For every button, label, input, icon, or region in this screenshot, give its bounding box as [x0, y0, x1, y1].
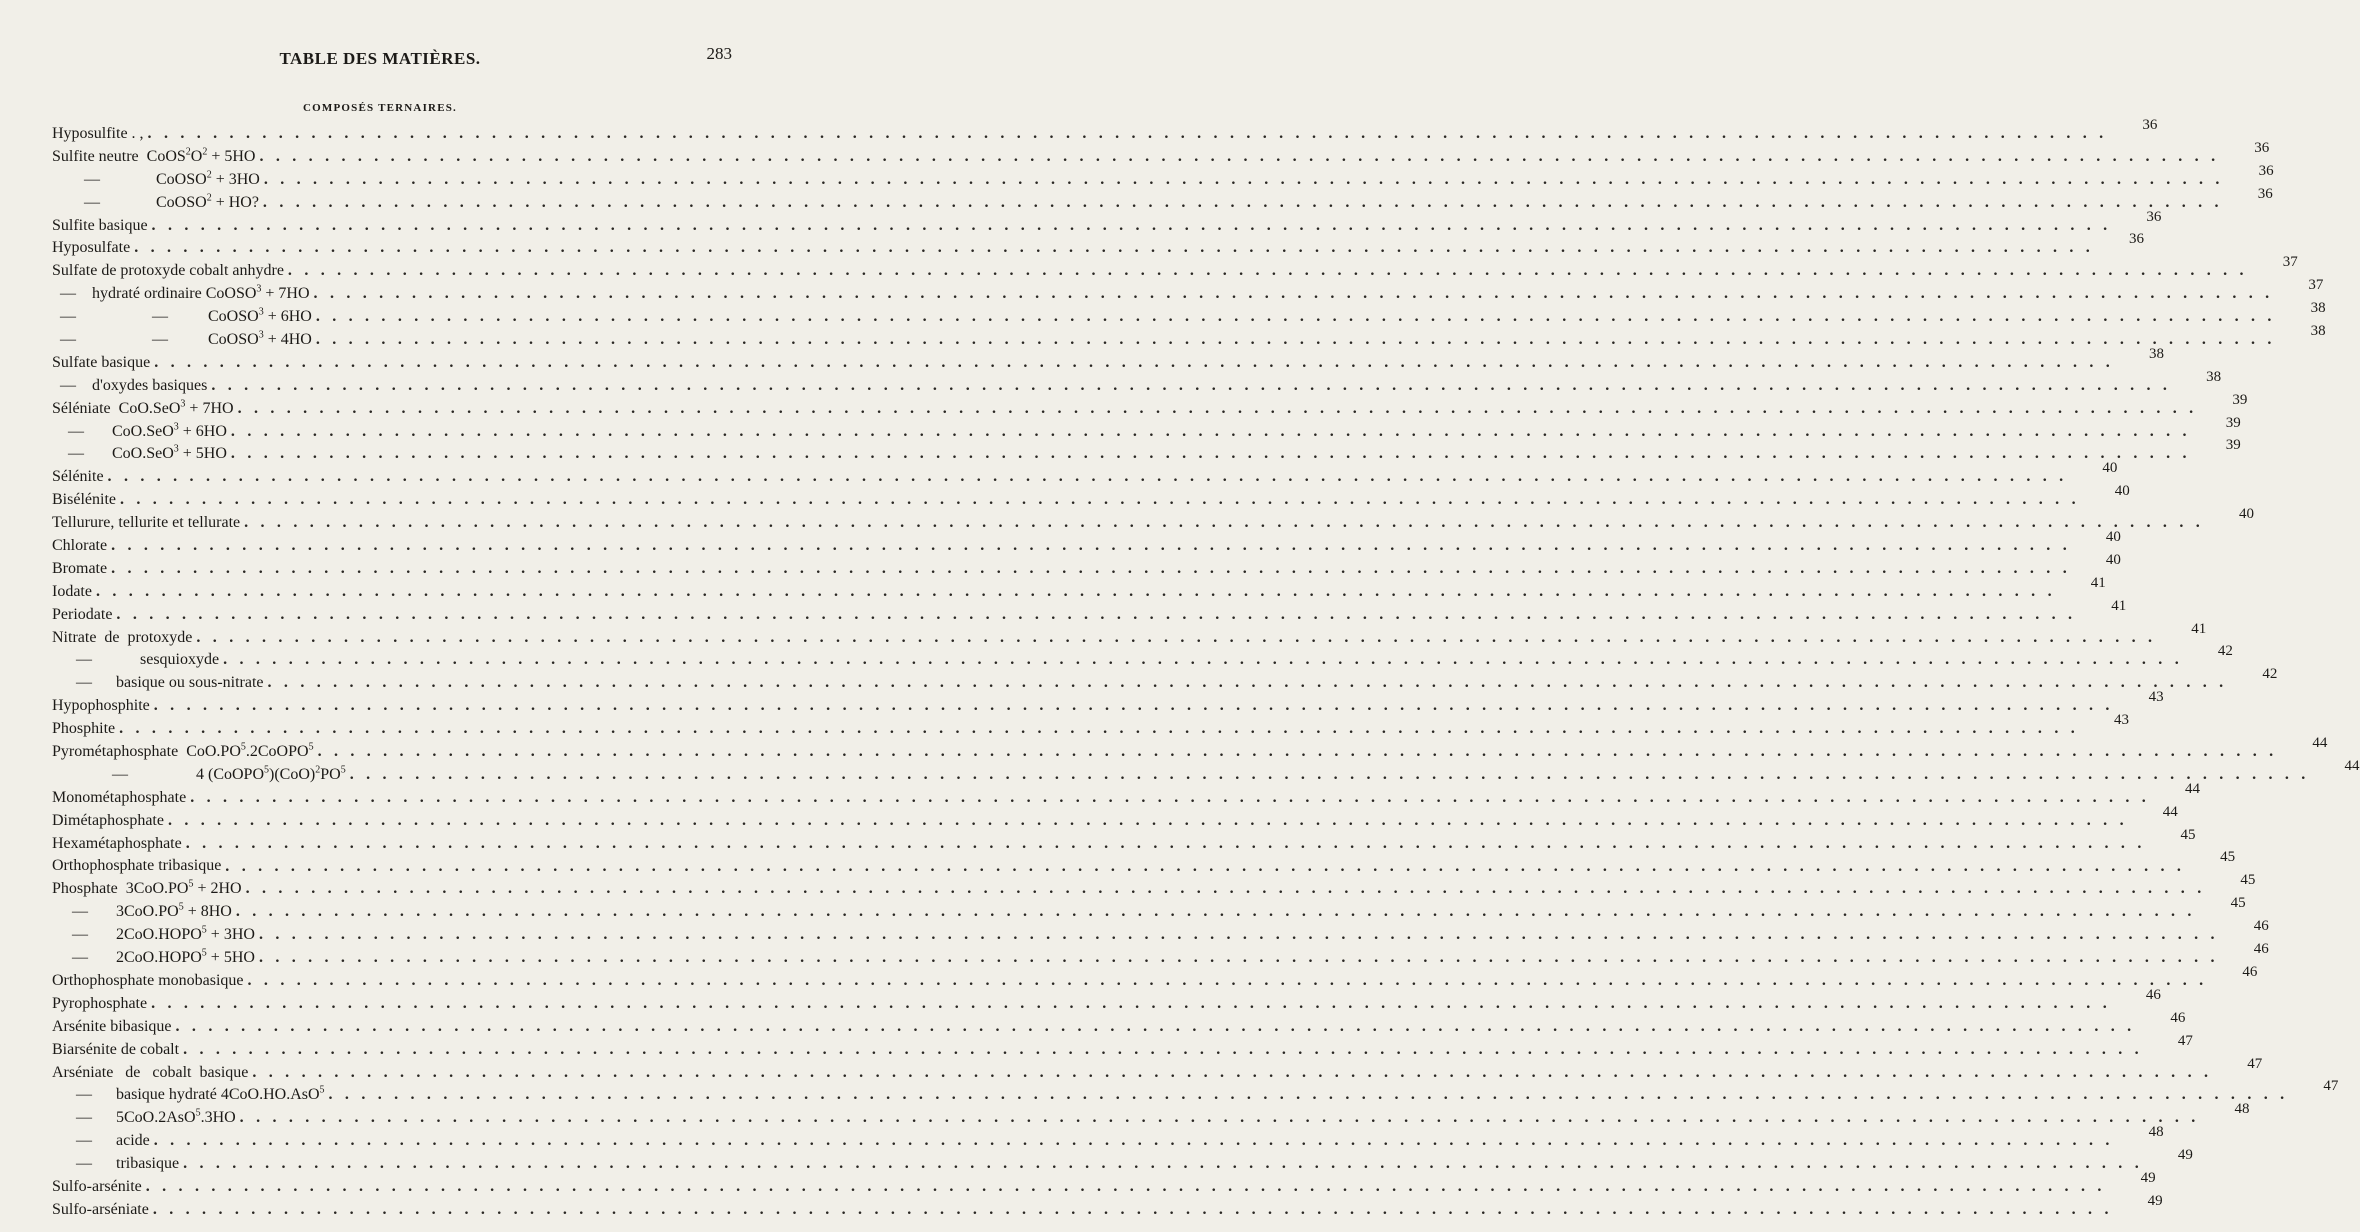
toc-entry-label: Arséniate de cobalt basique — [52, 1063, 249, 1081]
dot-leader: . . . . . . . . . . . . . . . . . . . . . . . . . . . . . . . . . . . . . . . . . . . . . . . . . . . . . . . . . . . . . . . . . . . . . . . . . . . . . . . . . . . . . . . . . . . . . . . . . . . . . . . . . . . . . . . . . . . . . . . . — [183, 1040, 2143, 1058]
toc-entry-label: Iodate — [52, 582, 92, 600]
toc-entry-page: 42 — [2262, 666, 2278, 683]
toc-entry — [52, 1192, 2163, 1222]
toc-entry-label: — $2CoO.HOPO^5 + 5HO$ — [52, 947, 255, 967]
toc-entry-page: 48 — [2234, 1101, 2250, 1118]
toc-entry-label: — hydraté ordinaire CoOSO$^3$ + 7HO — [52, 283, 310, 303]
toc-entry — [52, 643, 2233, 672]
toc-entry-page: 48 — [2148, 1124, 2164, 1141]
toc-entry-page: 45 — [2180, 826, 2196, 843]
toc-entry — [52, 941, 2269, 970]
toc-entry — [52, 139, 2270, 169]
dot-leader: . . . . . . . . . . . . . . . . . . . . . . . . . . . . . . . . . . . . . . . . . . . . . . . . . . . . . . . . . . . . . . . . . . . . . . . . . . . . . . . . . . . . . . . . . . . . . . . . . . . . . . . . . . . . . . . . . . . . . . . . — [185, 834, 2146, 852]
toc-entry — [52, 895, 2246, 924]
toc-entry — [52, 551, 2121, 581]
toc-entry-page: 40 — [2105, 529, 2121, 546]
toc-entry-label: Nitrate de protoxyde — [52, 628, 193, 646]
toc-entry — [52, 231, 2145, 260]
toc-entry — [52, 277, 2324, 306]
dot-leader: . . . . . . . . . . . . . . . . . . . . . . . . . . . . . . . . . . . . . . . . . . . . . . . . . . . . . . . . . . . . . . . . . . . . . . . . . . . . . . . . . . . . . . . . . . . . . . . . . . . . . . . . . . . . . . . . . . . . . . . . — [244, 514, 2204, 532]
toc-entry — [52, 1055, 2263, 1085]
toc-entry-page: 42 — [2217, 643, 2233, 660]
toc-entry — [52, 1147, 2193, 1176]
toc-entry-page: 46 — [2145, 986, 2161, 1003]
toc-entry-label: — CoOSO$^2$ + 3HO — [52, 169, 260, 188]
toc-entry-label: Sélénite — [52, 468, 104, 486]
dot-leader: . . . . . . . . . . . . . . . . . . . . . . . . . . . . . . . . . . . . . . . . . . . . . . . . . . . . . . . . . . . . . . . . . . . . . . . . . . . . . . . . . . . . . . . . . . . . . . . . . . . . . . . . . . . . . . . . . . . . . . . . — [151, 216, 2112, 234]
toc-entry — [52, 757, 2360, 787]
dot-leader: . . . . . . . . . . . . . . . . . . . . . . . . . . . . . . . . . . . . . . . . . . . . . . . . . . . . . . . . . . . . . . . . . . . . . . . . . . . . . . . . . . . . . . . . . . . . . . . . . . . . . . . . . . . . . . . . . . . . . . . . — [153, 697, 2114, 715]
toc-entry-page: 49 — [2140, 1169, 2156, 1186]
toc-entry-page: 47 — [2247, 1055, 2263, 1072]
toc-entry-label: Bisélénite — [52, 491, 116, 509]
toc-entry — [52, 1169, 2156, 1199]
toc-entry-label: — $3CoO.PO^5 + 8HO$ — [52, 901, 232, 921]
toc-entry-label: — — CoOSO$^3$ + 6HO — [52, 306, 312, 326]
toc-entry-label: Pyrométaphosphate $CoO.PO^5.2CoOPO^5$ — [52, 741, 314, 761]
toc-entry-page: 40 — [2238, 506, 2254, 523]
toc-entry-label: — basique ou sous-nitrate — [52, 674, 264, 692]
toc-entry — [52, 437, 2241, 466]
dot-leader: . . . . . . . . . . . . . . . . . . . . . . . . . . . . . . . . . . . . . . . . . . . . . . . . . . . . . . . . . . . . . . . . . . . . . . . . . . . . . . . . . . . . . . . . . . . . . . . . . . . . . . . . . . . . . . . . . . . . . . . . — [263, 170, 2224, 188]
toc-entry-page: 40 — [2105, 551, 2121, 568]
toc-entry-label: Orthophosphate tribasique — [52, 857, 222, 875]
toc-entry-label: Sulfo-arsénite — [52, 1177, 142, 1195]
toc-entry — [52, 986, 2161, 1016]
dot-leader: . . . . . . . . . . . . . . . . . . . . . . . . . . . . . . . . . . . . . . . . . . . . . . . . . . . . . . . . . . . . . . . . . . . . . . . . . . . . . . . . . . . . . . . . . . . . . . . . . . . . . . . . . . . . . . . . . . . . . . . . — [287, 262, 2248, 280]
toc-entry-label: Phosphite — [52, 720, 116, 738]
toc-entry-page: 46 — [2253, 941, 2269, 958]
toc-entry-label: — — CoOSO$^3$ + 4HO — [52, 329, 312, 348]
toc-entry — [52, 345, 2165, 375]
toc-entry-label: Hyposulfite . , — [52, 124, 144, 142]
dot-leader: . . . . . . . . . . . . . . . . . . . . . . . . . . . . . . . . . . . . . . . . . . . . . . . . . . . . . . . . . . . . . . . . . . . . . . . . . . . . . . . . . . . . . . . . . . . . . . . . . . . . . . . . . . . . . . . . . . . . . . . . — [119, 720, 2079, 738]
dot-leader: . . . . . . . . . . . . . . . . . . . . . . . . . . . . . . . . . . . . . . . . . . . . . . . . . . . . . . . . . . . . . . . . . . . . . . . . . . . . . . . . . . . . . . . . . . . . . . . . . . . . . . . . . . . . . . . . . . . . . . . . — [349, 765, 2310, 783]
toc-entry-page: 38 — [2149, 345, 2165, 362]
dot-leader: . . . . . . . . . . . . . . . . . . . . . . . . . . . . . . . . . . . . . . . . . . . . . . . . . . . . . . . . . . . . . . . . . . . . . . . . . . . . . . . . . . . . . . . . . . . . . . . . . . . . . . . . . . . . . . . . . . . . . . . . — [145, 1177, 2106, 1195]
toc-entry-label: — CoO.SeO$^3$ + 5HO — [52, 444, 227, 463]
toc-entry — [52, 529, 2121, 558]
dot-leader: . . . . . . . . . . . . . . . . . . . . . . . . . . . . . . . . . . . . . . . . . . . . . . . . . . . . . . . . . . . . . . . . . . . . . . . . . . . . . . . . . . . . . . . . . . . . . . . . . . . . . . . . . . . . . . . . . . . . . . . . — [147, 125, 2108, 142]
dot-leader: . . . . . . . . . . . . . . . . . . . . . . . . . . . . . . . . . . . . . . . . . . . . . . . . . . . . . . . . . . . . . . . . . . . . . . . . . . . . . . . . . . . . . . . . . . . . . . . . . . . . . . . . . . . . . . . . . . . . . . . . — [175, 1017, 2136, 1035]
toc-entry — [52, 483, 2130, 512]
toc-entry — [52, 963, 2258, 993]
toc-entry-label: Hexamétaphosphate — [52, 834, 182, 852]
toc-entry — [52, 735, 2328, 764]
toc-entry — [52, 208, 2162, 238]
toc-entry-label: Sulfite neutre $CoOS^2O^2 + 5HO$ — [52, 146, 256, 165]
dot-leader: . . . . . . . . . . . . . . . . . . . . . . . . . . . . . . . . . . . . . . . . . . . . . . . . . . . . . . . . . . . . . . . . . . . . . . . . . . . . . . . . . . . . . . . . . . . . . . . . . . . . . . . . . . . . . . . . . . . . . . . . — [245, 880, 2206, 898]
toc-entry-label: — CoO.SeO$^3$ + 6HO — [52, 421, 227, 440]
toc-entry — [52, 803, 2178, 833]
toc-entry — [52, 826, 2196, 856]
toc-entry — [52, 185, 2273, 215]
toc-entry-page: 41 — [2191, 620, 2207, 637]
toc-entry-page: 47 — [2177, 1032, 2193, 1049]
dot-leader: . . . . . . . . . . . . . . . . . . . . . . . . . . . . . . . . . . . . . . . . . . . . . . . . . . . . . . . . . . . . . . . . . . . . . . . . . . . . . . . . . . . . . . . . . . . . . . . . . . . . . . . . . . . . . . . . . . . . . . . . — [230, 422, 2191, 440]
dot-leader: . . . . . . . . . . . . . . . . . . . . . . . . . . . . . . . . . . . . . . . . . . . . . . . . . . . . . . . . . . . . . . . . . . . . . . . . . . . . . . . . . . . . . . . . . . . . . . . . . . . . . . . . . . . . . . . . . . . . . . . . — [258, 926, 2219, 944]
toc-entry-label: Sulfo-arséniate — [52, 1200, 149, 1218]
toc-entry-label: — 4 $(CoOPO^5)(CoO)^2PO^5$ — [52, 764, 346, 783]
toc-entry-label: Sulfate basique — [52, 353, 151, 371]
dot-leader: . . . . . . . . . . . . . . . . . . . . . . . . . . . . . . . . . . . . . . . . . . . . . . . . . . . . . . . . . . . . . . . . . . . . . . . . . . . . . . . . . . . . . . . . . . . . . . . . . . . . . . . . . . . . . . . . . . . . . . . . — [111, 537, 2071, 555]
toc-entry-label: — CoOSO$^2$ + HO? — [52, 192, 259, 211]
toc-entry-page: 43 — [2113, 712, 2129, 729]
dot-leader: . . . . . . . . . . . . . . . . . . . . . . . . . . . . . . . . . . . . . . . . . . . . . . . . . . . . . . . . . . . . . . . . . . . . . . . . . . . . . . . . . . . . . . . . . . . . . . . . . . . . . . . . . . . . . . . . . . . . . . . . — [235, 903, 2196, 921]
toc-entry — [52, 849, 2236, 879]
toc-entry — [52, 460, 2118, 489]
dot-leader: . . . . . . . . . . . . . . . . . . . . . . . . . . . . . . . . . . . . . . . . . . . . . . . . . . . . . . . . . . . . . . . . . . . . . . . . . . . . . . . . . . . . . . . . . . . . . . . . . . . . . . . . . . . . . . . . . . . . . . . . — [196, 628, 2157, 646]
toc-entry — [52, 414, 2241, 444]
toc-entry-label: Phosphate $3CoO.PO^5 + 2HO$ — [52, 879, 242, 898]
toc-entry-page: 37 — [2282, 254, 2298, 271]
toc-entry-page: 39 — [2225, 414, 2241, 431]
toc-entry-label: — $2CoO.HOPO^5 + 3HO$ — [52, 924, 255, 944]
page-number: 283 — [706, 44, 732, 63]
toc-entry-page: 45 — [2230, 895, 2246, 912]
toc-entry-page: 47 — [2323, 1078, 2339, 1095]
toc-entry-label: — 5CoO.2AsO$^5$.3HO — [52, 1107, 236, 1127]
toc-entry-label: Monométaphosphate — [52, 788, 187, 806]
dot-leader: . . . . . . . . . . . . . . . . . . . . . . . . . . . . . . . . . . . . . . . . . . . . . . . . . . . . . . . . . . . . . . . . . . . . . . . . . . . . . . . . . . . . . . . . . . . . . . . . . . . . . . . . . . . . . . . . . . . . . . . . — [223, 651, 2183, 669]
toc-entry-label: Periodate — [52, 605, 113, 623]
toc-entry — [52, 391, 2248, 421]
toc-entry-page: 36 — [2142, 116, 2158, 133]
dot-leader: . . . . . . . . . . . . . . . . . . . . . . . . . . . . . . . . . . . . . . . . . . . . . . . . . . . . . . . . . . . . . . . . . . . . . . . . . . . . . . . . . . . . . . . . . . . . . . . . . . . . . . . . . . . . . . . . . . . . . . . . — [259, 147, 2220, 165]
toc-entry-page: 43 — [2148, 689, 2164, 706]
toc-entry-page: 45 — [2240, 872, 2256, 889]
dot-leader: . . . . . . . . . . . . . . . . . . . . . . . . . . . . . . . . . . . . . . . . . . . . . . . . . . . . . . . . . . . . . . . . . . . . . . . . . . . . . . . . . . . . . . . . . . . . . . . . . . . . . . . . . . . . . . . . . . . . . . . . — [153, 1132, 2114, 1150]
toc-entry — [52, 1124, 2164, 1153]
dot-leader: . . . . . . . . . . . . . . . . . . . . . . . . . . . . . . . . . . . . . . . . . . . . . . . . . . . . . . . . . . . . . . . . . . . . . . . . . . . . . . . . . . . . . . . . . . . . . . . . . . . . . . . . . . . . . . . . . . . . . . . . — [315, 308, 2276, 326]
toc-entry-label: Hypophosphite — [52, 697, 150, 715]
dot-leader: . . . . . . . . . . . . . . . . . . . . . . . . . . . . . . . . . . . . . . . . . . . . . . . . . . . . . . . . . . . . . . . . . . . . . . . . . . . . . . . . . . . . . . . . . . . . . . . . . . . . . . . . . . . . . . . . . . . . . . . . — [95, 582, 2056, 600]
toc-entry-page: 39 — [2225, 437, 2241, 454]
toc-entry-page: 40 — [2114, 483, 2130, 500]
toc-entry-page: 44 — [2312, 735, 2328, 752]
dot-leader: . . . . . . . . . . . . . . . . . . . . . . . . . . . . . . . . . . . . . . . . . . . . . . . . . . . . . . . . . . . . . . . . . . . . . . . . . . . . . . . . . . . . . . . . . . . . . . . . . . . . . . . . . . . . . . . . . . . . . . . . — [315, 331, 2276, 349]
toc-entry — [52, 574, 2106, 604]
toc-entry-page: 38 — [2310, 323, 2326, 339]
toc-entry-label: Hyposulfate — [52, 239, 131, 257]
toc-entry-page: 46 — [2253, 918, 2269, 935]
toc-entry-page: 41 — [2090, 574, 2106, 591]
dot-leader: . . . . . . . . . . . . . . . . . . . . . . . . . . . . . . . . . . . . . . . . . . . . . . . . . . . . . . . . . . . . . . . . . . . . . . . . . . . . . . . . . . . . . . . . . . . . . . . . . . . . . . . . . . . . . . . . . . . . . . . . — [152, 1200, 2113, 1218]
toc-entry-label: Sulfite basique — [52, 216, 148, 234]
toc-entry — [52, 872, 2256, 901]
toc-entry — [52, 116, 2158, 146]
dot-leader: . . . . . . . . . . . . . . . . . . . . . . . . . . . . . . . . . . . . . . . . . . . . . . . . . . . . . . . . . . . . . . . . . . . . . . . . . . . . . . . . . . . . . . . . . . . . . . . . . . . . . . . . . . . . . . . . . . . . . . . . — [190, 788, 2151, 806]
toc-entry-label: — basique hydraté 4CoO.HO.AsO$^5$ — [52, 1085, 325, 1104]
toc-entry — [52, 254, 2298, 283]
toc-entry — [52, 620, 2207, 650]
toc-entry-page: 46 — [2242, 963, 2258, 980]
toc-entry-page: 45 — [2220, 849, 2236, 866]
toc-entry-page: 39 — [2232, 391, 2248, 408]
toc-entry-label: Sulfate de protoxyde cobalt anhydre — [52, 262, 284, 280]
toc-entry-label: Dimétaphosphate — [52, 811, 164, 829]
toc-entry — [52, 666, 2278, 695]
toc-entry — [52, 506, 2254, 535]
toc-entry-page: 44 — [2162, 803, 2178, 820]
toc-entry-page: 36 — [2254, 139, 2270, 156]
dot-leader: . . . . . . . . . . . . . . . . . . . . . . . . . . . . . . . . . . . . . . . . . . . . . . . . . . . . . . . . . . . . . . . . . . . . . . . . . . . . . . . . . . . . . . . . . . . . . . . . . . . . . . . . . . . . . . . . . . . . . . . . — [230, 445, 2191, 463]
dot-leader: . . . . . . . . . . . . . . . . . . . . . . . . . . . . . . . . . . . . . . . . . . . . . . . . . . . . . . . . . . . . . . . . . . . . . . . . . . . . . . . . . . . . . . . . . . . . . . . . . . . . . . . . . . . . . . . . . . . . . . . . — [211, 376, 2172, 394]
toc-entry-page: 36 — [2257, 185, 2273, 202]
dot-leader: . . . . . . . . . . . . . . . . . . . . . . . . . . . . . . . . . . . . . . . . . . . . . . . . . . . . . . . . . . . . . . . . . . . . . . . . . . . . . . . . . . . . . . . . . . . . . . . . . . . . . . . . . . . . . . . . . . . . . . . . — [252, 1063, 2213, 1081]
dot-leader: . . . . . . . . . . . . . . . . . . . . . . . . . . . . . . . . . . . . . . . . . . . . . . . . . . . . . . . . . . . . . . . . . . . . . . . . . . . . . . . . . . . . . . . . . . . . . . . . . . . . . . . . . . . . . . . . . . . . . . . . — [225, 857, 2186, 875]
toc-entry-label: Arsénite bibasique — [52, 1017, 172, 1035]
dot-leader: . . . . . . . . . . . . . . . . . . . . . . . . . . . . . . . . . . . . . . . . . . . . . . . . . . . . . . . . . . . . . . . . . . . . . . . . . . . . . . . . . . . . . . . . . . . . . . . . . . . . . . . . . . . . . . . . . . . . . . . . — [247, 971, 2208, 989]
toc-entry — [52, 1032, 2193, 1062]
table-of-contents — [52, 116, 2360, 1222]
toc-entry-page: 37 — [2308, 277, 2324, 294]
dot-leader: . . . . . . . . . . . . . . . . . . . . . . . . . . . . . . . . . . . . . . . . . . . . . . . . . . . . . . . . . . . . . . . . . . . . . . . . . . . . . . . . . . . . . . . . . . . . . . . . . . . . . . . . . . . . . . . . . . . . . . . . — [313, 285, 2274, 303]
toc-entry-label: Chlorate — [52, 537, 108, 555]
toc-entry-page: 38 — [2310, 300, 2326, 317]
toc-entry-page: 36 — [2146, 208, 2162, 225]
toc-entry — [52, 1101, 2250, 1130]
toc-entry-page: 44 — [2185, 780, 2201, 797]
toc-entry-page: 46 — [2170, 1009, 2186, 1026]
toc-entry-page: 41 — [2111, 597, 2127, 614]
section-title: COMPOSÉS TERNAIRES. — [302, 102, 458, 114]
dot-leader: . . . . . . . . . . . . . . . . . . . . . . . . . . . . . . . . . . . . . . . . . . . . . . . . . . . . . . . . . . . . . . . . . . . . . . . . . . . . . . . . . . . . . . . . . . . . . . . . . . . . . . . . . . . . . . . . . . . . . . . . — [183, 1155, 2143, 1173]
toc-entry — [52, 368, 2222, 398]
dot-leader: . . . . . . . . . . . . . . . . . . . . . . . . . . . . . . . . . . . . . . . . . . . . . . . . . . . . . . . . . . . . . . . . . . . . . . . . . . . . . . . . . . . . . . . . . . . . . . . . . . . . . . . . . . . . . . . . . . . . . . . . — [119, 491, 2080, 509]
dot-leader: . . . . . . . . . . . . . . . . . . . . . . . . . . . . . . . . . . . . . . . . . . . . . . . . . . . . . . . . . . . . . . . . . . . . . . . . . . . . . . . . . . . . . . . . . . . . . . . . . . . . . . . . . . . . . . . . . . . . . . . . — [317, 743, 2278, 761]
toc-entry-label: Tellurure, tellurite et tellurate — [52, 514, 241, 532]
toc-entry-label: — tribasique — [52, 1155, 180, 1173]
toc-entry-label: Biarsénite de cobalt — [52, 1040, 180, 1058]
dot-leader: . . . . . . . . . . . . . . . . . . . . . . . . . . . . . . . . . . . . . . . . . . . . . . . . . . . . . . . . . . . . . . . . . . . . . . . . . . . . . . . . . . . . . . . . . . . . . . . . . . . . . . . . . . . . . . . . . . . . . . . . — [107, 468, 2068, 486]
toc-entry — [52, 300, 2326, 329]
toc-entry — [52, 918, 2269, 947]
toc-entry — [52, 597, 2127, 627]
toc-entry-label: — d'oxydes basiques — [52, 376, 208, 394]
dot-leader: . . . . . . . . . . . . . . . . . . . . . . . . . . . . . . . . . . . . . . . . . . . . . . . . . . . . . . . . . . . . . . . . . . . . . . . . . . . . . . . . . . . . . . . . . . . . . . . . . . . . . . . . . . . . . . . . . . . . . . . . — [116, 605, 2077, 623]
dot-leader: . . . . . . . . . . . . . . . . . . . . . . . . . . . . . . . . . . . . . . . . . . . . . . . . . . . . . . . . . . . . . . . . . . . . . . . . . . . . . . . . . . . . . . . . . . . . . . . . . . . . . . . . . . . . . . . . . . . . . . . . — [154, 353, 2115, 371]
toc-entry — [52, 712, 2129, 741]
toc-entry — [52, 323, 2326, 352]
dot-leader: . . . . . . . . . . . . . . . . . . . . . . . . . . . . . . . . . . . . . . . . . . . . . . . . . . . . . . . . . . . . . . . . . . . . . . . . . . . . . . . . . . . . . . . . . . . . . . . . . . . . . . . . . . . . . . . . . . . . . . . . — [151, 994, 2111, 1012]
toc-entry-label: Bromate — [52, 559, 108, 577]
dot-leader: . . . . . . . . . . . . . . . . . . . . . . . . . . . . . . . . . . . . . . . . . . . . . . . . . . . . . . . . . . . . . . . . . . . . . . . . . . . . . . . . . . . . . . . . . . . . . . . . . . . . . . . . . . . . . . . . . . . . . . . . — [167, 811, 2128, 829]
toc-entry-page: 36 — [2129, 231, 2145, 248]
toc-entry-label: — acide — [52, 1132, 150, 1150]
dot-leader: . . . . . . . . . . . . . . . . . . . . . . . . . . . . . . . . . . . . . . . . . . . . . . . . . . . . . . . . . . . . . . . . . . . . . . . . . . . . . . . . . . . . . . . . . . . . . . . . . . . . . . . . . . . . . . . . . . . . . . . . — [262, 193, 2223, 211]
toc-entry — [52, 1078, 2339, 1107]
toc-entry-page: 38 — [2206, 368, 2222, 385]
toc-entry — [52, 1009, 2186, 1039]
toc-entry-label: Séléniate CoO.SeO$^3$ + 7HO — [52, 398, 234, 417]
toc-entry-page: 44 — [2344, 757, 2360, 774]
toc-entry-page: 49 — [2177, 1147, 2193, 1164]
toc-entry-label: Pyrophosphate — [52, 994, 148, 1012]
dot-leader: . . . . . . . . . . . . . . . . . . . . . . . . . . . . . . . . . . . . . . . . . . . . . . . . . . . . . . . . . . . . . . . . . . . . . . . . . . . . . . . . . . . . . . . . . . . . . . . . . . . . . . . . . . . . . . . . . . . . . . . . — [258, 949, 2219, 967]
dot-leader: . . . . . . . . . . . . . . . . . . . . . . . . . . . . . . . . . . . . . . . . . . . . . . . . . . . . . . . . . . . . . . . . . . . . . . . . . . . . . . . . . . . . . . . . . . . . . . . . . . . . . . . . . . . . . . . . . . . . . . . . — [134, 239, 2095, 257]
toc-entry-label: Orthophosphate monobasique — [52, 971, 244, 989]
toc-entry-page: 40 — [2102, 460, 2118, 477]
toc-entry-page: 49 — [2147, 1192, 2163, 1209]
toc-entry — [52, 162, 2274, 192]
running-header-title: TABLE DES MATIÈRES. — [279, 49, 481, 68]
dot-leader: . . . . . . . . . . . . . . . . . . . . . . . . . . . . . . . . . . . . . . . . . . . . . . . . . . . . . . . . . . . . . . . . . . . . . . . . . . . . . . . . . . . . . . . . . . . . . . . . . . . . . . . . . . . . . . . . . . . . . . . . — [328, 1086, 2289, 1104]
toc-entry-page: 36 — [2258, 162, 2274, 179]
toc-entry — [52, 780, 2201, 810]
toc-entry — [52, 689, 2164, 718]
dot-leader: . . . . . . . . . . . . . . . . . . . . . . . . . . . . . . . . . . . . . . . . . . . . . . . . . . . . . . . . . . . . . . . . . . . . . . . . . . . . . . . . . . . . . . . . . . . . . . . . . . . . . . . . . . . . . . . . . . . . . . . . — [267, 674, 2228, 692]
dot-leader: . . . . . . . . . . . . . . . . . . . . . . . . . . . . . . . . . . . . . . . . . . . . . . . . . . . . . . . . . . . . . . . . . . . . . . . . . . . . . . . . . . . . . . . . . . . . . . . . . . . . . . . . . . . . . . . . . . . . . . . . — [111, 559, 2071, 577]
toc-entry-label: — sesquioxyde — [52, 651, 220, 669]
dot-leader: . . . . . . . . . . . . . . . . . . . . . . . . . . . . . . . . . . . . . . . . . . . . . . . . . . . . . . . . . . . . . . . . . . . . . . . . . . . . . . . . . . . . . . . . . . . . . . . . . . . . . . . . . . . . . . . . . . . . . . . . — [239, 1109, 2200, 1127]
dot-leader: . . . . . . . . . . . . . . . . . . . . . . . . . . . . . . . . . . . . . . . . . . . . . . . . . . . . . . . . . . . . . . . . . . . . . . . . . . . . . . . . . . . . . . . . . . . . . . . . . . . . . . . . . . . . . . . . . . . . . . . . — [237, 399, 2198, 417]
